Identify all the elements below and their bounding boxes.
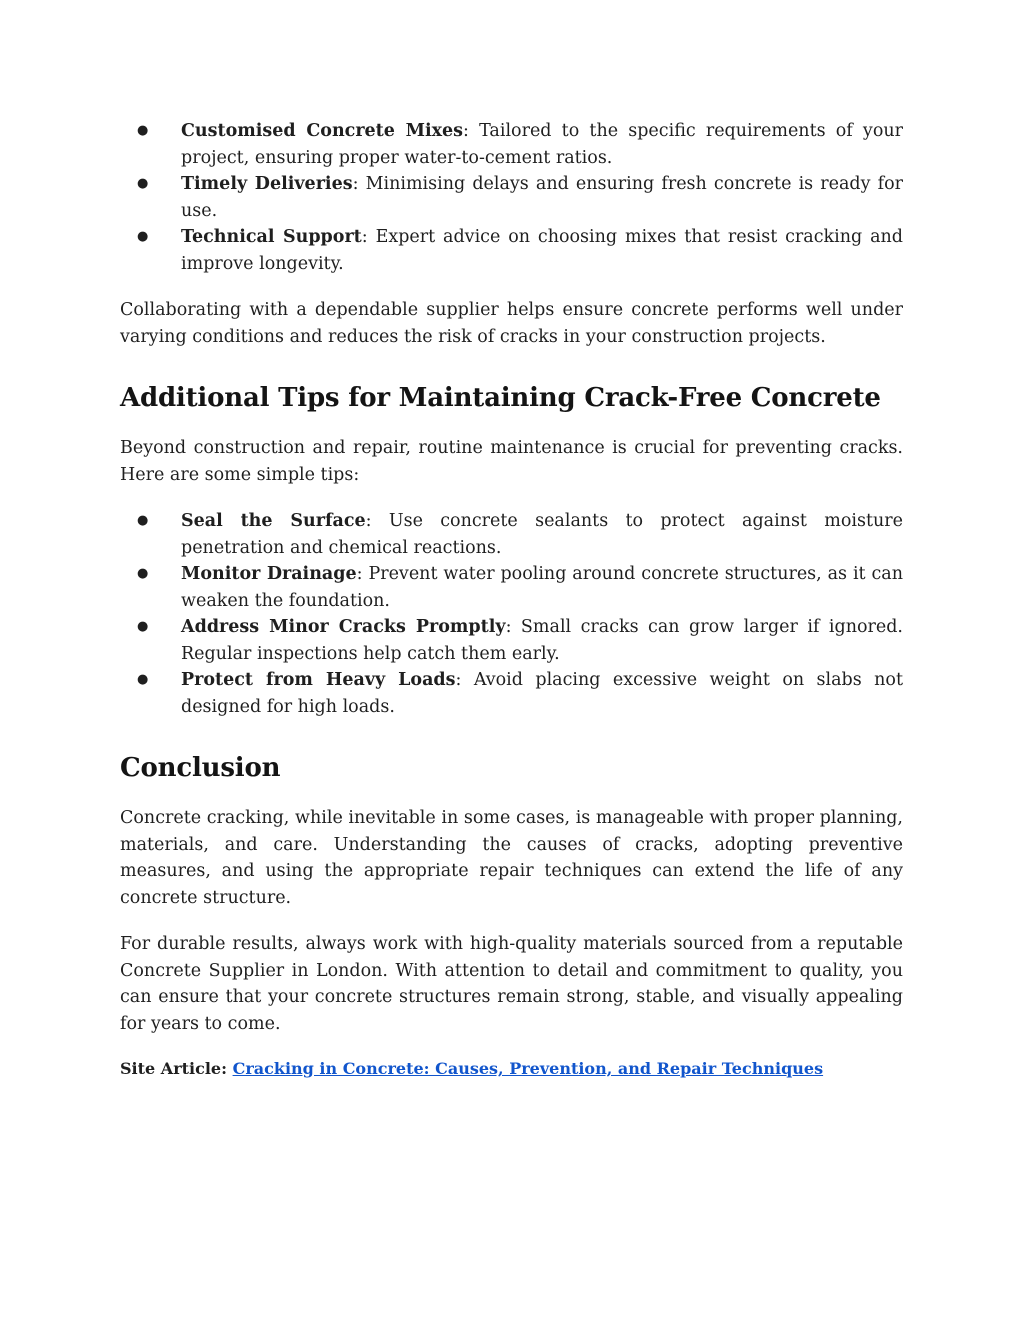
supplier-benefits-list: [120, 118, 903, 277]
list-item: [120, 118, 903, 171]
list-item: [120, 667, 903, 720]
bullet-icon: ●: [137, 229, 149, 244]
site-article-label: Site Article:: [120, 1059, 227, 1078]
bullet-icon: ●: [137, 513, 149, 528]
list-item: [120, 508, 903, 561]
document-page: [120, 118, 903, 1081]
bullet-icon: ●: [137, 123, 149, 138]
heading-conclusion: Conclusion: [120, 753, 281, 783]
maintenance-tips-list: [120, 508, 903, 720]
bullet-icon: ●: [137, 566, 149, 581]
site-article-line: [120, 1057, 903, 1081]
bullet-icon: ●: [137, 672, 149, 687]
list-item-text: : Small cracks can grow larger if ignored. Regular inspections help catch them early.: [181, 617, 903, 664]
list-item-term: Timely Deliveries: [181, 174, 353, 194]
list-item-term: Customised Concrete Mixes: [181, 121, 464, 141]
list-item-term: Technical Support: [181, 227, 362, 247]
list-item-text: : Use concrete sealants to protect against moisture penetration and chemical reactions.: [181, 511, 904, 558]
paragraph-collaborating: Collaborating with a dependable supplier helps ensure concrete performs well under varying conditions and reduces the risk of cracks in your construction projects.: [120, 300, 903, 347]
list-item: [120, 561, 903, 614]
bullet-icon: ●: [137, 176, 149, 191]
list-item-term: Address Minor Cracks Promptly: [181, 617, 506, 637]
list-item: [120, 224, 903, 277]
heading-additional-tips: Additional Tips for Maintaining Crack-Free Concrete: [120, 383, 881, 413]
site-article-link[interactable]: Cracking in Concrete: Causes, Prevention, and Repair Techniques: [232, 1059, 824, 1078]
paragraph-conclusion-2: For durable results, always work with high-quality materials sourced from a reputable Concrete Supplier in London. With attention to detail and commitment to quality, you can ensure that your concrete structures remain strong, stable, and visually appealing for years to come.: [120, 934, 903, 1034]
list-item-text: : Expert advice on choosing mixes that resist cracking and improve longevity.: [181, 227, 903, 274]
list-item-term: Protect from Heavy Loads: [181, 670, 456, 690]
paragraph-beyond: Beyond construction and repair, routine maintenance is crucial for preventing cracks. Here are some simple tips:: [120, 438, 903, 485]
list-item-term: Seal the Surface: [181, 511, 366, 531]
paragraph-conclusion-1: Concrete cracking, while inevitable in some cases, is manageable with proper planning, materials, and care. Understanding the causes of cracks, adopting preventive measures, and using the appropriate repair techniques can extend the life of any concrete structure.: [120, 808, 903, 908]
list-item-text: : Tailored to the specific requirements of your project, ensuring proper water-to-cement ratios.: [181, 121, 903, 168]
list-item-text: : Minimising delays and ensuring fresh concrete is ready for use.: [181, 174, 904, 221]
list-item: [120, 614, 903, 667]
bullet-icon: ●: [137, 619, 149, 634]
list-item: [120, 171, 903, 224]
list-item-text: : Avoid placing excessive weight on slabs not designed for high loads.: [181, 670, 903, 717]
list-item-text: : Prevent water pooling around concrete structures, as it can weaken the foundation.: [181, 564, 903, 611]
list-item-term: Monitor Drainage: [181, 564, 357, 584]
